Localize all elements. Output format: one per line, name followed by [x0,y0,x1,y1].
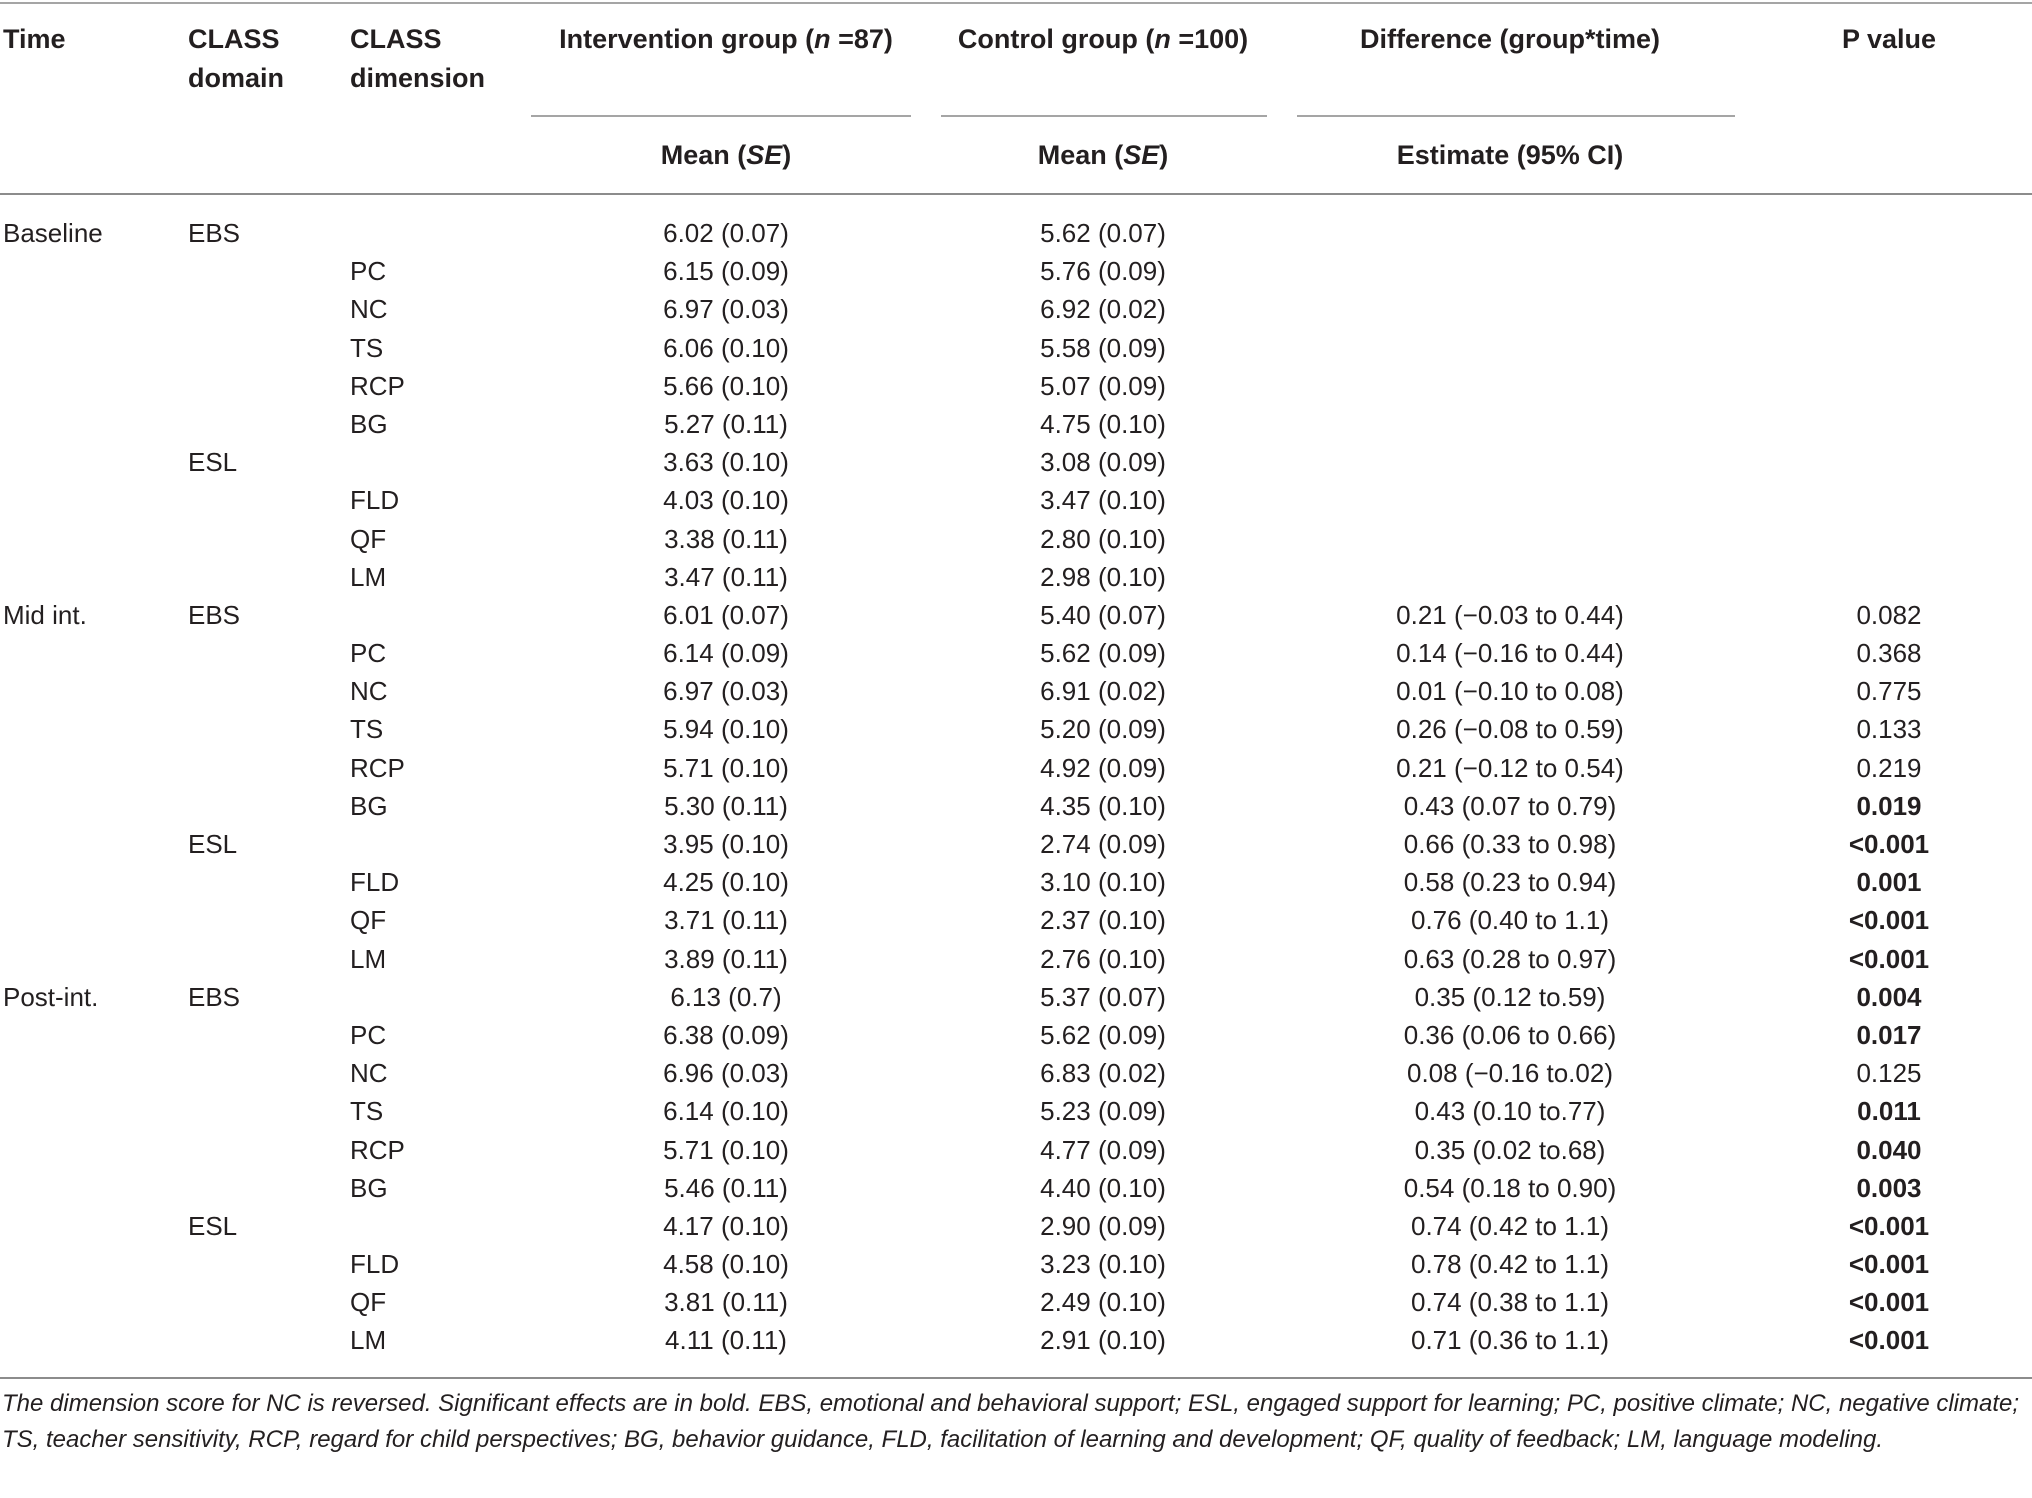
intervention-mean-cell: 6.97 (0.03) [663,294,789,325]
control-mean-cell: 5.76 (0.09) [1040,256,1166,287]
time-cell [0,1169,188,1207]
p-value-cell: 0.133 [1856,714,1922,745]
header-difference [1285,4,1735,117]
intervention-mean-cell: 3.47 (0.11) [664,561,788,592]
p-value-cell [1735,214,2032,252]
control-mean-cell: 5.62 (0.09) [1040,1019,1166,1050]
class-dimension-cell: BG [350,790,388,821]
difference-estimate-cell [1285,558,1735,596]
subheader-control-prefix: Mean ( [1037,140,1124,170]
table-row [0,1321,2032,1359]
table-row [0,749,2032,787]
intervention-mean-cell: 6.97 (0.03) [663,676,789,707]
difference-estimate-cell: 0.76 (0.40 to 1.1) [1410,905,1610,936]
intervention-mean-cell: 4.17 (0.10) [663,1210,789,1241]
intervention-mean-cell: 6.14 (0.09) [663,638,789,669]
intervention-mean-cell: 6.38 (0.09) [663,1019,789,1050]
difference-estimate-cell [1285,252,1735,290]
time-cell [0,634,188,672]
class-domain-cell [188,1092,350,1130]
class-dimension-cell: RCP [350,370,405,401]
class-dimension-cell: QF [350,1287,387,1318]
time-cell [0,520,188,558]
class-domain-cell [188,1245,350,1283]
time-cell [0,863,188,901]
control-mean-cell: 5.37 (0.07) [1040,981,1166,1012]
intervention-mean-cell: 6.13 (0.7) [670,981,782,1012]
class-domain-cell [188,329,350,367]
table-row [0,978,2032,1016]
header-p-value [1735,4,2032,193]
control-mean-cell: 5.62 (0.07) [1040,218,1166,248]
table-row [0,596,2032,634]
table-header-rule [0,193,2032,195]
difference-estimate-cell: 0.78 (0.42 to 1.1) [1410,1249,1610,1280]
header-p-value-label: P value [1841,24,1937,54]
control-mean-cell: 2.80 (0.10) [1040,523,1166,554]
class-domain-cell [188,749,350,787]
control-mean-cell: 3.23 (0.10) [1040,1249,1166,1280]
class-dimension-cell: FLD [350,1249,400,1280]
class-domain-cell [188,672,350,710]
class-dimension-cell: QF [350,905,387,936]
header-class-dimension-label: CLASS dimension [350,24,486,93]
class-domain-cell [188,1054,350,1092]
p-value-cell: 0.017 [1856,1019,1922,1050]
control-mean-cell: 5.40 (0.07) [1040,599,1166,630]
difference-estimate-cell: 0.63 (0.28 to 0.97) [1403,943,1617,974]
difference-estimate-cell [1285,290,1735,328]
difference-estimate-cell: 0.21 (−0.03 to 0.44) [1396,599,1624,630]
difference-estimate-cell: 0.74 (0.42 to 1.1) [1410,1210,1610,1241]
class-dimension-cell: LM [350,561,387,592]
control-mean-cell: 3.10 (0.10) [1040,867,1166,898]
difference-estimate-cell: 0.43 (0.10 to.77) [1414,1096,1606,1127]
class-dimension-cell: NC [350,294,388,325]
control-mean-cell: 4.77 (0.09) [1040,1134,1166,1165]
intervention-mean-cell: 3.38 (0.11) [664,523,788,554]
control-mean-cell: 2.98 (0.10) [1040,561,1166,592]
time-cell [0,1131,188,1169]
class-domain-cell [188,787,350,825]
class-domain-cell [188,634,350,672]
class-domain-cell: EBS [188,599,241,630]
time-cell [0,1054,188,1092]
time-cell [0,405,188,443]
class-domain-cell [188,1016,350,1054]
header-intervention-group [531,4,921,117]
p-value-cell: <0.001 [1848,829,1930,859]
time-cell: Post-int. [3,981,99,1012]
subheader-difference-label: Estimate (95% CI) [1396,140,1624,170]
class-dimension-cell: PC [350,256,387,287]
time-cell [0,443,188,481]
header-control-prefix: Control group ( [957,24,1155,54]
class-domain-cell: EBS [188,218,241,248]
p-value-cell [1735,481,2032,519]
table-row [0,940,2032,978]
p-value-cell: 0.219 [1856,752,1922,783]
time-cell [0,825,188,863]
time-cell [0,1321,188,1359]
p-value-cell: 0.001 [1856,867,1922,898]
p-value-cell: <0.001 [1848,1325,1930,1356]
table-row [0,672,2032,710]
intervention-mean-cell: 4.03 (0.10) [663,485,789,516]
intervention-mean-cell: 3.89 (0.11) [664,943,788,974]
table-row [0,1207,2032,1245]
time-cell [0,901,188,939]
table-row [0,710,2032,748]
control-mean-cell: 5.23 (0.09) [1040,1096,1166,1127]
intervention-mean-cell: 3.63 (0.10) [663,447,789,478]
header-class-domain [188,4,350,193]
table-row [0,1245,2032,1283]
header-intervention-label [559,24,893,54]
class-dimension-cell [350,443,531,481]
class-dimension-cell [350,596,531,634]
class-dimension-cell: FLD [350,867,400,898]
class-domain-cell [188,405,350,443]
p-value-cell: 0.003 [1856,1172,1922,1203]
table-row [0,443,2032,481]
header-control-label [958,24,1248,54]
p-value-cell [1735,558,2032,596]
table-footnote: The dimension score for NC is reversed. Significant effects are in bold. EBS, emotional and behavioral support; ESL, engaged support for learning; PC, positive climate; NC, negative climate; TS, teacher sensitivity, RCP, regard for child perspectives; BG, behavior guidance, FLD, facilitation of learning and development; QF, quality of feedback; LM, language modeling. [2,1390,2020,1453]
p-value-cell: <0.001 [1848,1210,1930,1241]
p-value-cell: <0.001 [1848,943,1930,974]
table-row [0,367,2032,405]
class-dimension-cell: TS [350,332,384,363]
control-mean-cell: 4.40 (0.10) [1040,1172,1166,1203]
class-domain-cell [188,520,350,558]
difference-estimate-cell: 0.54 (0.18 to 0.90) [1403,1172,1617,1203]
difference-estimate-cell: 0.14 (−0.16 to 0.44) [1396,638,1624,669]
intervention-mean-cell: 5.27 (0.11) [664,408,788,439]
time-cell [0,1092,188,1130]
class-dimension-cell [350,978,531,1016]
control-mean-cell: 6.92 (0.02) [1040,294,1166,325]
difference-estimate-cell: 0.08 (−0.16 to.02) [1407,1058,1613,1089]
table-row [0,1092,2032,1130]
class-domain-cell [188,1283,350,1321]
intervention-mean-cell: 6.02 (0.07) [663,218,789,248]
header-control-count: =100) [1170,24,1249,54]
subheader-intervention-suffix: ) [782,140,792,170]
table-row [0,901,2032,939]
p-value-cell [1735,520,2032,558]
intervention-mean-cell: 4.58 (0.10) [663,1249,789,1280]
intervention-mean-cell: 5.30 (0.11) [664,790,788,821]
p-value-cell [1735,329,2032,367]
time-cell [0,558,188,596]
table-row [0,214,2032,252]
time-cell [0,1245,188,1283]
control-mean-cell: 2.37 (0.10) [1040,905,1166,936]
difference-estimate-cell [1285,367,1735,405]
intervention-mean-cell: 5.71 (0.10) [663,752,789,783]
p-value-cell: <0.001 [1848,1249,1930,1280]
control-mean-cell: 5.58 (0.09) [1040,332,1166,363]
header-difference-label: Difference (group*time) [1359,24,1661,54]
class-domain-cell: ESL [188,447,238,478]
class-dimension-cell: PC [350,1019,387,1050]
intervention-group-underline [531,115,911,117]
table-row [0,481,2032,519]
table-row [0,863,2032,901]
header-control-n-symbol: n [1154,24,1171,54]
difference-estimate-cell [1285,214,1735,252]
p-value-cell: 0.775 [1856,676,1922,707]
class-dimension-cell: RCP [350,752,405,783]
class-domain-cell [188,252,350,290]
control-mean-cell: 4.75 (0.10) [1040,408,1166,439]
header-class-domain-label: CLASS domain [188,24,285,93]
difference-estimate-cell: 0.01 (−0.10 to 0.08) [1396,676,1624,707]
p-value-cell [1735,367,2032,405]
difference-estimate-cell: 0.66 (0.33 to 0.98) [1403,829,1617,859]
time-cell [0,749,188,787]
control-mean-cell: 5.07 (0.09) [1040,370,1166,401]
control-mean-cell: 2.49 (0.10) [1040,1287,1166,1318]
table-row [0,1283,2032,1321]
control-mean-cell: 6.83 (0.02) [1040,1058,1166,1089]
class-domain-cell: ESL [188,1210,238,1241]
time-cell [0,1207,188,1245]
table-row [0,1016,2032,1054]
header-control-group [921,4,1285,117]
p-value-cell: <0.001 [1848,1287,1930,1318]
class-dimension-cell: BG [350,408,388,439]
time-cell [0,329,188,367]
header-intervention-prefix: Intervention group ( [559,24,815,54]
class-domain-cell [188,901,350,939]
intervention-mean-cell: 4.11 (0.11) [665,1325,787,1356]
time-cell [0,252,188,290]
control-group-underline [941,115,1267,117]
p-value-cell: 0.040 [1856,1134,1922,1165]
control-mean-cell: 2.90 (0.09) [1040,1210,1166,1241]
control-mean-cell: 3.47 (0.10) [1040,485,1166,516]
time-cell [0,672,188,710]
intervention-mean-cell: 3.95 (0.10) [663,829,789,859]
difference-estimate-cell: 0.43 (0.07 to 0.79) [1403,790,1617,821]
p-value-cell: 0.004 [1856,981,1922,1012]
control-mean-cell: 5.62 (0.09) [1040,638,1166,669]
table-row [0,825,2032,863]
p-value-cell: 0.019 [1856,790,1922,821]
table-row [0,787,2032,825]
time-cell: Baseline [3,218,103,248]
table-row [0,405,2032,443]
class-dimension-cell: QF [350,523,387,554]
subheader-intervention-se-symbol: SE [746,140,783,170]
time-cell [0,940,188,978]
intervention-mean-cell: 3.81 (0.11) [664,1287,788,1318]
subheader-control-mean [921,117,1285,193]
table-row [0,1169,2032,1207]
class-dimension-cell: PC [350,638,387,669]
header-class-dimension [350,4,531,193]
class-dimension-cell: TS [350,714,384,745]
table-row [0,1054,2032,1092]
intervention-mean-cell: 5.46 (0.11) [664,1172,788,1203]
class-dimension-cell: BG [350,1172,388,1203]
class-dimension-cell: LM [350,943,387,974]
p-value-cell: 0.368 [1856,638,1922,669]
header-time-label: Time [3,24,66,54]
p-value-cell [1735,443,2032,481]
class-domain-cell [188,863,350,901]
subheader-control-se-symbol: SE [1123,140,1160,170]
table-bottom-rule [0,1377,2032,1379]
difference-estimate-cell: 0.74 (0.38 to 1.1) [1410,1287,1610,1318]
difference-estimate-cell [1285,329,1735,367]
intervention-mean-cell: 6.01 (0.07) [663,599,789,630]
class-dimension-cell [350,214,531,252]
table-row [0,329,2032,367]
p-value-cell [1735,252,2032,290]
class-domain-cell [188,940,350,978]
class-domain-cell [188,367,350,405]
control-mean-cell: 2.76 (0.10) [1040,943,1166,974]
time-cell [0,290,188,328]
class-dimension-cell [350,1207,531,1245]
class-domain-cell [188,1169,350,1207]
subheader-intervention-mean [531,117,921,193]
table-row [0,1131,2032,1169]
difference-estimate-cell: 0.26 (−0.08 to 0.59) [1396,714,1624,745]
p-value-cell: 0.082 [1856,599,1922,630]
class-domain-cell [188,290,350,328]
control-mean-cell: 6.91 (0.02) [1040,676,1166,707]
class-dimension-cell: FLD [350,485,400,516]
time-cell [0,1283,188,1321]
difference-estimate-cell [1285,481,1735,519]
p-value-cell: 0.125 [1856,1058,1922,1089]
class-domain-cell [188,710,350,748]
class-dimension-cell: TS [350,1096,384,1127]
time-cell: Mid int. [3,599,87,630]
control-mean-cell: 5.20 (0.09) [1040,714,1166,745]
header-time [0,4,188,193]
class-domain-cell [188,1131,350,1169]
p-value-cell: <0.001 [1848,905,1930,936]
time-cell [0,787,188,825]
class-domain-cell: ESL [188,829,238,859]
intervention-mean-cell: 6.15 (0.09) [663,256,789,287]
intervention-mean-cell: 6.06 (0.10) [663,332,789,363]
control-mean-cell: 2.74 (0.09) [1040,829,1166,859]
difference-estimate-cell: 0.71 (0.36 to 1.1) [1410,1325,1610,1356]
class-dimension-cell: NC [350,676,388,707]
class-dimension-cell: LM [350,1325,387,1356]
time-cell [0,710,188,748]
difference-estimate-cell: 0.21 (−0.12 to 0.54) [1396,752,1624,783]
class-domain-cell: EBS [188,981,241,1012]
control-mean-cell: 4.35 (0.10) [1040,790,1166,821]
intervention-mean-cell: 6.96 (0.03) [663,1058,789,1089]
p-value-cell [1735,290,2032,328]
intervention-mean-cell: 5.94 (0.10) [663,714,789,745]
difference-estimate-cell: 0.58 (0.23 to 0.94) [1403,867,1617,898]
intervention-mean-cell: 5.66 (0.10) [663,370,789,401]
control-mean-cell: 3.08 (0.09) [1040,447,1166,478]
table-body [0,214,2032,1360]
table-row [0,290,2032,328]
intervention-mean-cell: 5.71 (0.10) [663,1134,789,1165]
header-intervention-n-symbol: n [814,24,831,54]
subheader-control-suffix: ) [1159,140,1169,170]
time-cell [0,1016,188,1054]
class-domain-cell [188,481,350,519]
difference-estimate-cell: 0.35 (0.02 to.68) [1414,1134,1606,1165]
table-row [0,634,2032,672]
difference-estimate-cell [1285,520,1735,558]
subheader-intervention-prefix: Mean ( [660,140,747,170]
time-cell [0,481,188,519]
table-row [0,558,2032,596]
header-intervention-count: =87) [830,24,893,54]
intervention-mean-cell: 4.25 (0.10) [663,867,789,898]
difference-estimate-cell [1285,443,1735,481]
table-row [0,520,2032,558]
p-value-cell [1735,405,2032,443]
difference-underline [1297,115,1735,117]
table-header [0,4,2032,193]
intervention-mean-cell: 6.14 (0.10) [663,1096,789,1127]
difference-estimate-cell [1285,405,1735,443]
subheader-difference-estimate [1285,117,1735,193]
class-dimension-cell: NC [350,1058,388,1089]
class-dimension-cell [350,825,531,863]
difference-estimate-cell: 0.35 (0.12 to.59) [1414,981,1606,1012]
table-row [0,252,2032,290]
time-cell [0,367,188,405]
p-value-cell: 0.011 [1857,1096,1921,1127]
control-mean-cell: 4.92 (0.09) [1040,752,1166,783]
control-mean-cell: 2.91 (0.10) [1040,1325,1166,1356]
class-domain-cell [188,558,350,596]
intervention-mean-cell: 3.71 (0.11) [664,905,788,936]
difference-estimate-cell: 0.36 (0.06 to 0.66) [1403,1019,1617,1050]
class-dimension-cell: RCP [350,1134,405,1165]
class-domain-cell [188,1321,350,1359]
